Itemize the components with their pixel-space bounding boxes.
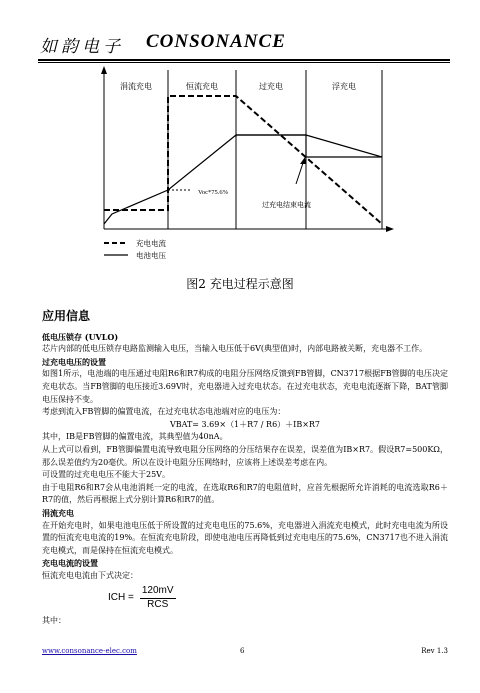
application-info	[42, 310, 448, 627]
figure-caption: 图2 充电过程示意图	[186, 277, 294, 291]
legend-current-label: 充电电流	[136, 239, 166, 248]
overcharge-voltage-p3: 其中，IB是FB管脚的偏置电流，其典型值为40nA。	[42, 432, 228, 442]
y-axis-arrow	[101, 66, 107, 74]
section-title: 应用信息	[42, 309, 91, 323]
phase-label-float: 浮充电	[332, 82, 356, 91]
overcharge-voltage-title: 过充电电压的设置	[42, 356, 106, 367]
ich-numerator: 120mV	[140, 585, 176, 599]
phase-label-overcharge: 过充电	[259, 82, 283, 91]
x-axis-arrow	[386, 226, 394, 232]
voc-label: Voc*75.6%	[198, 189, 229, 196]
page-footer	[42, 647, 448, 659]
overcharge-voltage-p1: 如图1所示，电池端的电压通过电阻R6和R7构成的电阻分压网络反馈到FB管脚，CN3717根据FB管脚的电压决定充电状态。当FB管脚的电压接近3.69V时，充电器进入过充电状态。在过充电状态，充电电流逐渐下降，BAT管脚电压保持不变。	[42, 369, 448, 404]
phase-label-trickle: 涓流充电	[120, 82, 152, 91]
phase-label-constant-current: 恒流充电	[186, 82, 218, 91]
charge-current-text: 恒流充电电流由下式决定：	[42, 570, 138, 580]
charge-current-curve	[104, 96, 382, 224]
ich-denominator: RCS	[147, 599, 169, 611]
charge-current-title: 充电电流的设置	[42, 558, 98, 569]
overcharge-voltage-p2: 考虑到流入FB管脚的偏置电流，在过充电状态电池端对应的电压为：	[42, 407, 286, 417]
overcharge-voltage-p4: 从上式可以看到，FB管脚偏置电流导致电阻分压网络的分压结果存在误差，误差值为IB×R7。假设R7=500KΩ，那么误差值约为20毫伏。所以在设计电阻分压网络时，应该将上述误差考虑在内。	[42, 444, 448, 467]
battery-voltage-float-level	[236, 135, 382, 157]
ich-lhs: ICH =	[108, 592, 134, 604]
page-number: 6	[240, 647, 245, 655]
uvlo-title: 低电压锁存 (UVLO)	[42, 331, 119, 342]
uvlo-text: 芯片内部的低电压锁存电路监测输入电压，当输入电压低于6V(典型值)时，内部电路被关断，充电器不工作。	[42, 344, 428, 354]
vbat-formula: VBAT= 3.69×（1＋R7 / R6）＋IB×R7	[169, 419, 321, 429]
end-current-label: 过充电结束电流	[262, 201, 311, 209]
legend-voltage-label: 电池电压	[136, 251, 166, 260]
brand-chinese: 如韵电子	[40, 37, 124, 57]
page-header	[38, 26, 450, 60]
charge-current-where: 其中：	[42, 615, 66, 625]
end-current-arrowhead	[300, 157, 306, 164]
charging-process-diagram	[90, 64, 400, 264]
ich-fraction	[140, 585, 176, 611]
header-rule	[38, 59, 450, 61]
footer-link[interactable]: www.consonance-elec.com	[42, 647, 137, 655]
ich-formula	[108, 585, 448, 611]
revision: Rev 1.3	[421, 647, 448, 655]
trickle-text: 在开始充电时，如果电池电压低于所设置的过充电电压的75.6%，充电器进入涓流充电模式，此时充电电流为所设置的恒流充电电流的19%。在恒流充电阶段，即使电池电压再降低到过充电电压的75.6%，CN3717也不进入涓流充电模式，而是保持在恒流充电模式。	[42, 520, 448, 555]
brand-english: CONSONANCE	[146, 31, 286, 52]
overcharge-voltage-p6: 由于电阻R6和R7会从电池消耗一定的电流，在选取R6和R7的电阻值时，应首先根据所允许消耗的电流选取R6＋R7的值，然后再根据上式分别计算R6和R7的值。	[42, 482, 448, 505]
header-rule-thin	[38, 62, 450, 63]
overcharge-voltage-p5: 可设置的过充电电压不能大于25V。	[42, 470, 170, 480]
trickle-title: 涓流充电	[42, 507, 74, 518]
